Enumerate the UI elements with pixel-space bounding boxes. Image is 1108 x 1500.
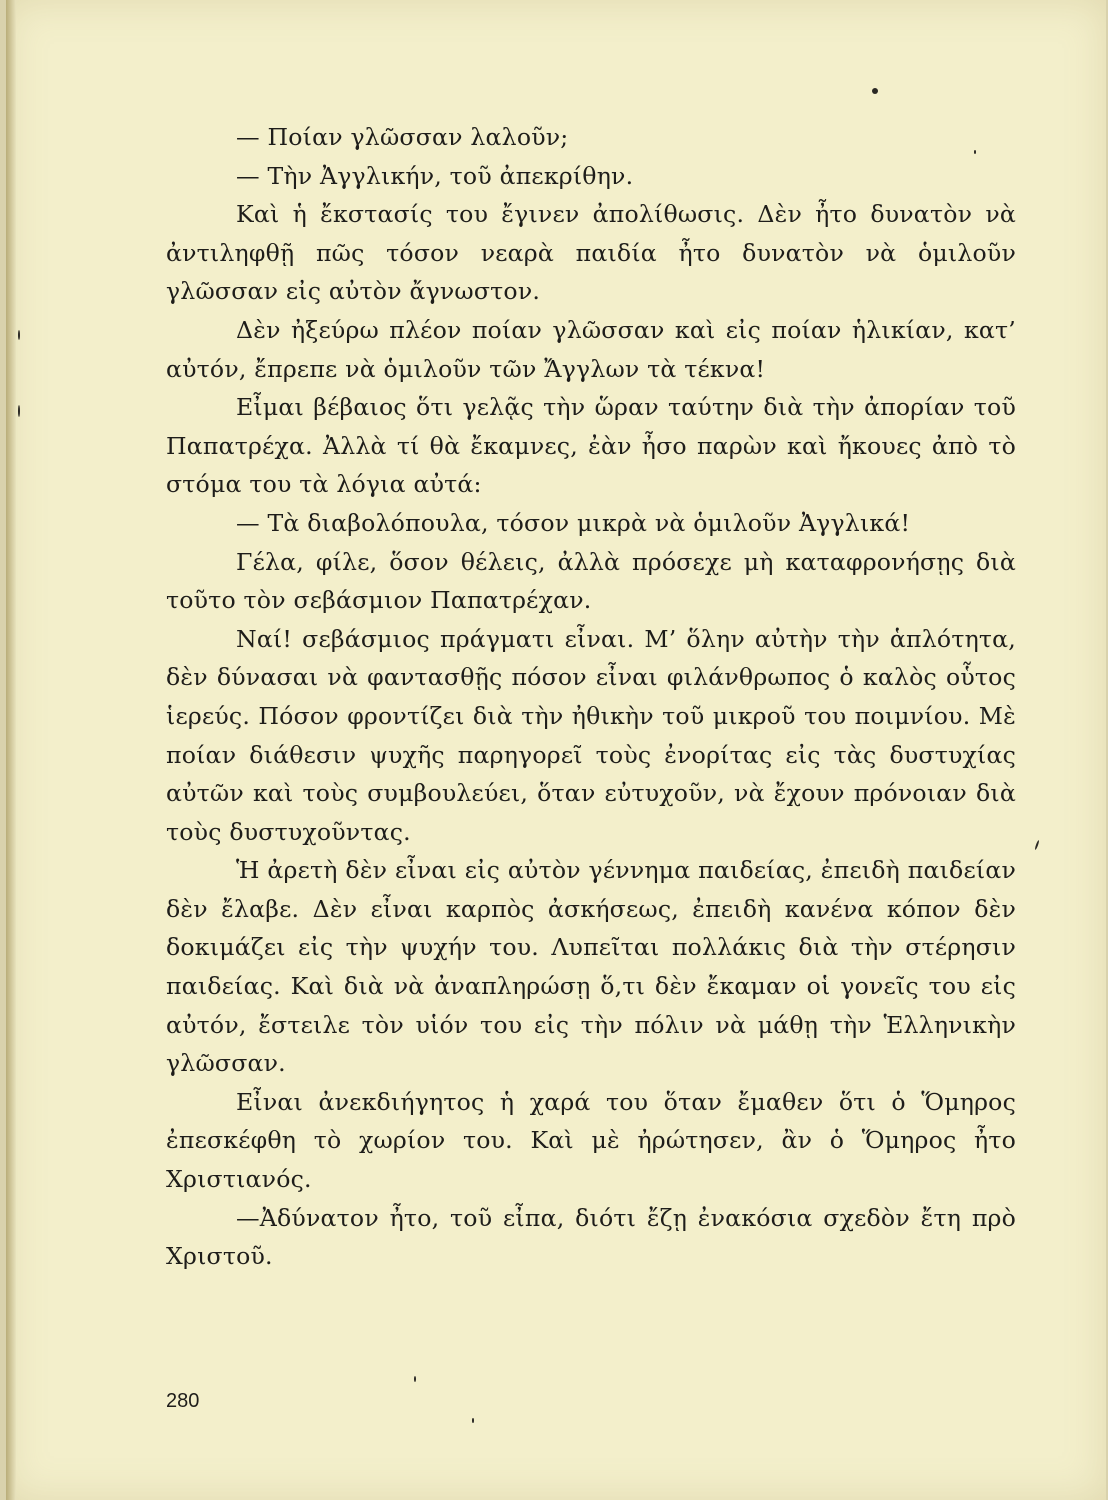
dialogue-line: — Ποίαν γλῶσσαν λαλοῦν;: [236, 123, 569, 151]
ink-speck: [18, 405, 20, 417]
ink-speck: [472, 1418, 474, 1423]
ink-speck: [872, 88, 878, 94]
paragraph: Γέλα, φίλε, ὅσον θέλεις, ἀλλὰ πρόσεχε μὴ καταφρονήσῃς διὰ τοῦτο τὸν σεβάσμιον Παπατρέχαν.: [166, 547, 1016, 615]
ink-speck: [1034, 840, 1039, 850]
page-number: 280: [166, 1390, 200, 1412]
paragraph: Ἡ ἀρετὴ δὲν εἶναι εἰς αὐτὸν γέννημα παιδείας, ἐπειδὴ παιδείαν δὲν ἔλαβε. Δὲν εἶναι καρπὸς ἀσκήσεως, ἐπειδὴ κανένα κόπον δὲν δοκιμάζει εἰς τὴν ψυχήν του. Λυπεῖται πολλάκις διὰ τὴν στέρησιν παιδείας. Καὶ διὰ νὰ ἀναπληρώσῃ ὅ,τι δὲν ἔκαμαν οἱ γονεῖς του εἰς αὐτόν, ἔστειλε τὸν υἱόν του εἰς τὴν πόλιν νὰ μάθῃ τὴν Ἑλληνικὴν γλῶσσαν.: [166, 856, 1016, 1078]
dialogue-line: — Τὴν Ἀγγλικήν, τοῦ ἀπεκρίθην.: [236, 161, 634, 190]
ink-speck: [414, 1376, 416, 1382]
paragraph: Εἶμαι βέβαιος ὅτι γελᾷς τὴν ὥραν ταύτην διὰ τὴν ἀπορίαν τοῦ Παπατρέχα. Ἀλλὰ τί θὰ ἔκαμνες, ἐὰν ἦσο παρὼν καὶ ἤκουες ἀπὸ τὸ στόμα του τὰ λόγια αὐτά:: [166, 393, 1016, 499]
paragraph: Εἶναι ἀνεκδιήγητος ἡ χαρά του ὅταν ἔμαθεν ὅτι ὁ Ὅμηρος ἐπεσκέφθη τὸ χωρίον του. Καὶ μὲ ἠρώτησεν, ἂν ὁ Ὅμηρος ἦτο Χριστιανός.: [166, 1087, 1016, 1194]
paragraph: Δὲν ἠξεύρω πλέον ποίαν γλῶσσαν καὶ εἰς ποίαν ἡλικίαν, κατ’ αὐτόν, ἔπρεπε νὰ ὁμιλοῦν τῶν Ἄγγλων τὰ τέκνα!: [166, 315, 1016, 383]
paragraph: Καὶ ἡ ἔκστασίς του ἔγινεν ἀπολίθωσις. Δὲν ἦτο δυνατὸν νὰ ἀντιληφθῇ πῶς τόσον νεαρὰ παιδία ἦτο δυνατὸν νὰ ὁμιλοῦν γλῶσσαν εἰς αὐτὸν ἄγνωστον.: [166, 200, 1016, 306]
body-text: [166, 118, 1016, 1276]
dialogue-line: —Ἀδύνατον ἦτο, τοῦ εἶπα, διότι ἔζῃ ἐνακόσια σχεδὸν ἔτη πρὸ Χριστοῦ.: [166, 1203, 1016, 1271]
paragraph: Ναί! σεβάσμιος πράγματι εἶναι. Μ’ ὅλην αὐτὴν τὴν ἁπλότητα, δὲν δύνασαι νὰ φαντασθῇς πόσον εἶναι φιλάνθρωπος ὁ καλὸς οὗτος ἱερεύς. Πόσον φροντίζει διὰ τὴν ἠθικὴν τοῦ μικροῦ του ποιμνίου. Μὲ ποίαν διάθεσιν ψυχῆς παρηγορεῖ τοὺς ἐνορίτας εἰς τὰς δυστυχίας αὐτῶν καὶ τοὺς συμβουλεύει, ὅταν εὐτυχοῦν, νὰ ἔχουν πρόνοιαν διὰ τοὺς δυστυχοῦντας.: [166, 624, 1016, 846]
book-page: [6, 0, 1106, 1500]
dialogue-line: — Τὰ διαβολόπουλα, τόσον μικρὰ νὰ ὁμιλοῦν Ἀγγλικά!: [236, 508, 911, 537]
page-binding-edge: [6, 0, 16, 1500]
ink-speck: [18, 330, 20, 340]
